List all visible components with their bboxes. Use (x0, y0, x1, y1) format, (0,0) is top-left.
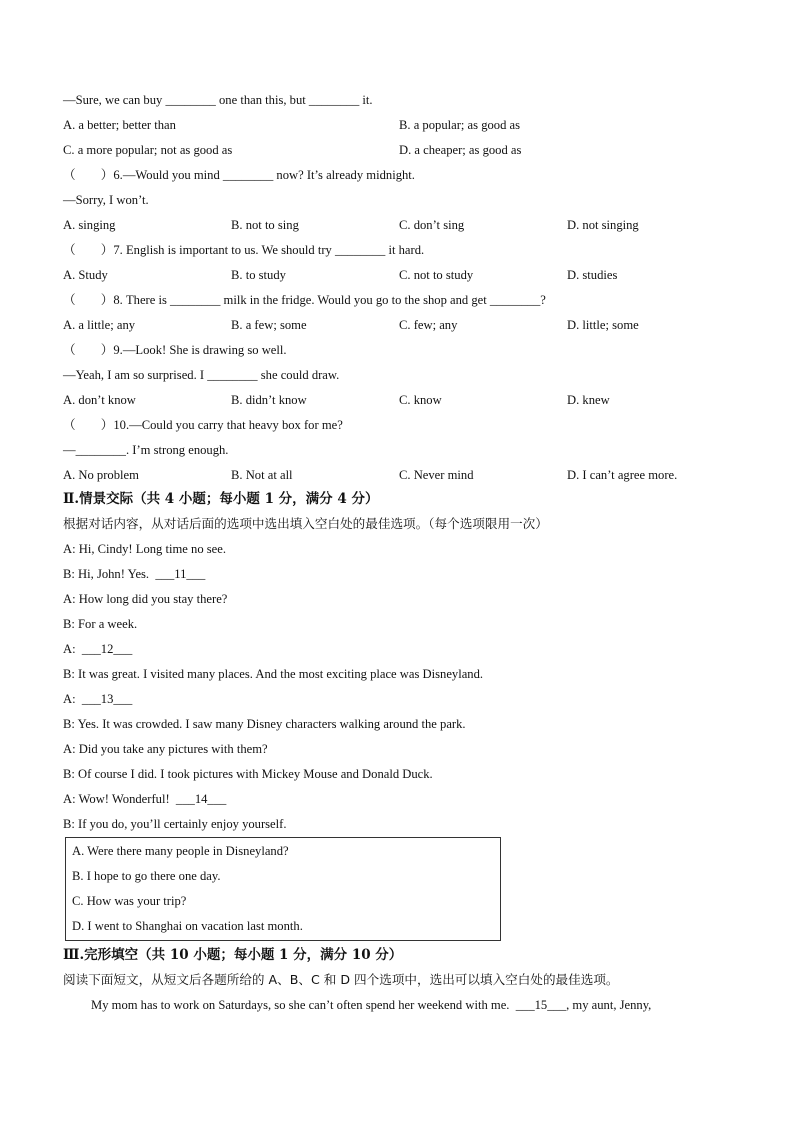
q7-option-c: C. not to study (399, 268, 474, 282)
section-3-heading: Ⅲ.完形填空（共 10 小题；每小题 1 分，满分 10 分） (63, 947, 403, 963)
q9-option-c: C. know (399, 393, 442, 407)
q10-option-c: C. Never mind (399, 468, 474, 482)
q10-stem: （ ）10.—Could you carry that heavy box for me? (63, 418, 343, 432)
box-option-c: C. How was your trip? (72, 894, 187, 908)
q10-option-a: A. No problem (63, 468, 139, 482)
dialogue-line: A: How long did you stay there? (63, 592, 228, 606)
section-2-instruction: 根据对话内容，从对话后面的选项中选出填入空白处的最佳选项。（每个选项限用一次） (63, 516, 548, 531)
q10-option-b: B. Not at all (231, 468, 293, 482)
q6-option-b: B. not to sing (231, 218, 299, 232)
q8-option-c: C. few; any (399, 318, 458, 332)
q7-option-b: B. to study (231, 268, 286, 282)
q9-reply: —Yeah, I am so surprised. I ________ she could draw. (63, 368, 340, 382)
dialogue-line: A: ___12___ (63, 642, 133, 656)
options-box (65, 837, 501, 941)
q6-option-d: D. not singing (567, 218, 639, 232)
q5-option-a: A. a better; better than (63, 118, 176, 132)
passage-first-line: My mom has to work on Saturdays, so she can’t often spend her weekend with me. ___15___, my aunt, Jenny, (91, 998, 652, 1012)
dialogue-line: A: Did you take any pictures with them? (63, 742, 268, 756)
q9-option-b: B. didn’t know (231, 393, 307, 407)
q7-option-d: D. studies (567, 268, 618, 282)
q6-reply: —Sorry, I won’t. (63, 193, 149, 207)
q6-option-a: A. singing (63, 218, 116, 232)
q9-stem: （ ）9.—Look! She is drawing so well. (63, 343, 287, 357)
box-option-b: B. I hope to go there one day. (72, 869, 221, 883)
dialogue-line: A: Hi, Cindy! Long time no see. (63, 542, 226, 556)
q7-stem: （ ）7. English is important to us. We should try ________ it hard. (63, 243, 425, 257)
dialogue-line: B: Hi, John! Yes. ___11___ (63, 567, 206, 581)
q5-answer-line: —Sure, we can buy ________ one than this, but ________ it. (63, 93, 373, 107)
q8-stem: （ ）8. There is ________ milk in the fridge. Would you go to the shop and get ________? (63, 293, 546, 307)
dialogue-line: A: ___13___ (63, 692, 133, 706)
section-3-instruction: 阅读下面短文，从短文后各题所给的 A、B、C 和 D 四个选项中，选出可以填入空白处的最佳选项。 (63, 972, 619, 987)
q5-option-c: C. a more popular; not as good as (63, 143, 233, 157)
q6-stem: （ ）6.—Would you mind ________ now? It’s already midnight. (63, 168, 415, 182)
dialogue-line: B: For a week. (63, 617, 138, 631)
q5-option-d: D. a cheaper; as good as (399, 143, 522, 157)
q8-option-a: A. a little; any (63, 318, 136, 332)
section-2-heading: Ⅱ.情景交际（共 4 小题；每小题 1 分，满分 4 分） (63, 491, 379, 507)
q8-option-d: D. little; some (567, 318, 639, 332)
q10-option-d: D. I can’t agree more. (567, 468, 678, 482)
dialogue-line: A: Wow! Wonderful! ___14___ (63, 792, 227, 806)
box-option-a: A. Were there many people in Disneyland? (72, 844, 289, 858)
q6-option-c: C. don’t sing (399, 218, 465, 232)
box-option-d: D. I went to Shanghai on vacation last month. (72, 919, 303, 933)
dialogue-line: B: Of course I did. I took pictures with Mickey Mouse and Donald Duck. (63, 767, 433, 781)
dialogue-line: B: Yes. It was crowded. I saw many Disney characters walking around the park. (63, 717, 466, 731)
q8-option-b: B. a few; some (231, 318, 307, 332)
dialogue-line: B: It was great. I visited many places. And the most exciting place was Disneyland. (63, 667, 484, 681)
dialogue-line: B: If you do, you’ll certainly enjoy yourself. (63, 817, 287, 831)
q5-option-b: B. a popular; as good as (399, 118, 521, 132)
q7-option-a: A. Study (63, 268, 108, 282)
q9-option-d: D. knew (567, 393, 610, 407)
q10-reply: —________. I’m strong enough. (63, 443, 229, 457)
q9-option-a: A. don’t know (63, 393, 136, 407)
